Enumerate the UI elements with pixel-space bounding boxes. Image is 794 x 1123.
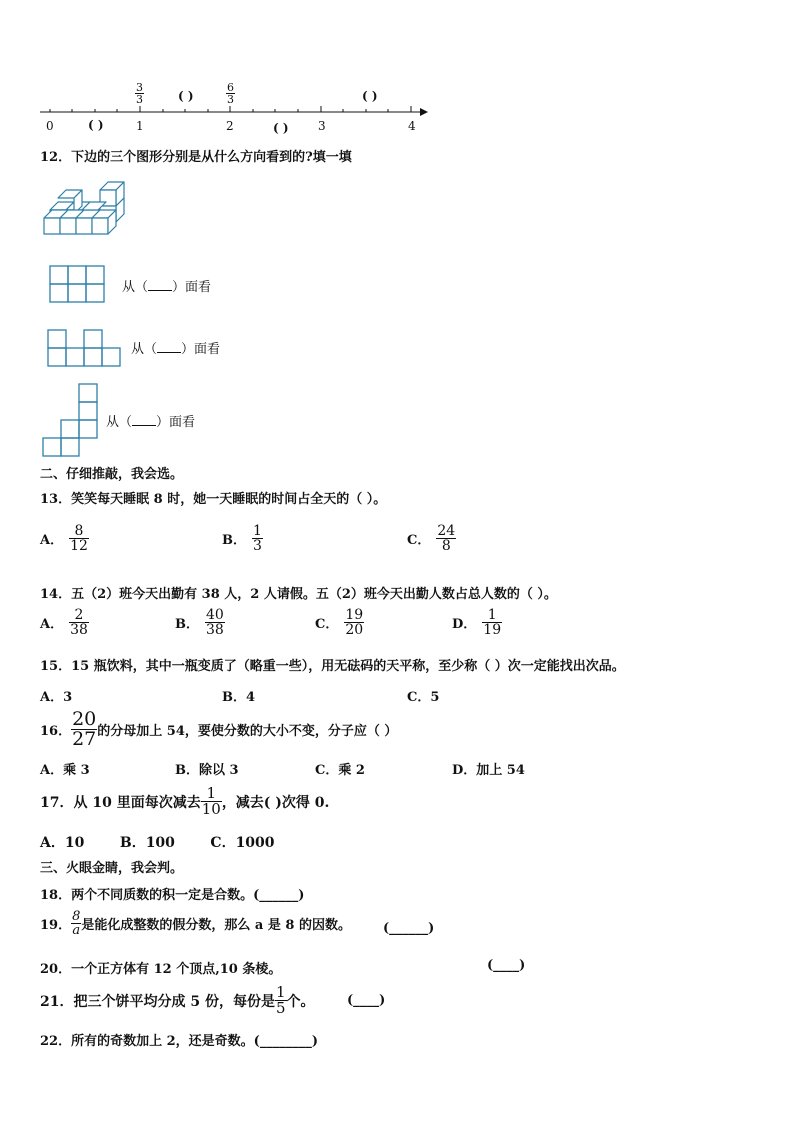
option-13-b[interactable]: B． $\frac{1}{3}$ [222,523,262,554]
option-13-a[interactable]: A． $\frac{8}{12}$ [40,523,88,554]
option-15-c[interactable]: C．5 [407,690,440,705]
number-line-blank[interactable]: ( ) [273,121,289,135]
view-grid-2 [46,328,126,368]
tick-label-3: 3 [318,119,326,133]
question-13: 13．笑笑每天睡眠 8 时，她一天睡眠的时间占全天的（ ）。 [40,492,387,507]
view-grid-1 [49,265,109,305]
option-16-c[interactable]: C．乘 2 [315,763,365,778]
view-grid-3 [41,382,101,458]
question-19: 19． $\frac{8}{a}$ 是能化成整数的假分数，那么 a 是 8 的因数。 [40,909,351,938]
option-17-b[interactable]: B．100 [119,835,175,851]
tick-label-4: 4 [408,119,416,133]
question-15: 15．15 瓶饮料，其中一瓶变质了（略重一些），用无砝码的天平称，至少称（ ）次一定能找出次品。 [40,659,625,674]
option-14-b[interactable]: B． $\frac{40}{38}$ [175,607,224,638]
option-15-b[interactable]: B．4 [222,690,256,705]
option-14-a[interactable]: A． $\frac{2}{38}$ [40,607,88,638]
section-3-heading: 三、火眼金睛，我会判。 [40,861,184,876]
question-17: 17．从 10 里面每次减去 $\frac{1}{10}$ ，减去( )次得 0. [40,784,330,818]
question-18: 18．两个不同质数的积一定是合数。(______) [40,888,305,903]
tick-label-0: 0 [46,119,54,133]
question-21-blank[interactable]: (____) [347,993,386,1008]
view-answer-1: 从（ ）面看 [122,280,212,295]
number-line-blank[interactable]: ( ) [88,118,104,132]
fraction-3-3: $\frac{3}{3}$ [136,81,143,106]
answer-blank[interactable] [157,341,181,353]
number-line [0,0,794,140]
question-22: 22．所有的奇数加上 2，还是奇数。(________) [40,1034,318,1049]
question-20-blank[interactable]: (____) [487,958,526,973]
option-14-c[interactable]: C． $\frac{19}{20}$ [315,607,364,638]
fraction-6-3: $\frac{6}{3}$ [227,81,234,106]
section-2-heading: 二、仔细推敲，我会选。 [40,467,184,482]
question-12: 12．下边的三个图形分别是从什么方向看到的?填一填 [40,150,352,165]
answer-blank[interactable] [132,414,156,426]
cube-stack-figure [42,180,142,242]
option-15-a[interactable]: A．3 [40,690,73,705]
options-17 [40,832,275,852]
option-14-d[interactable]: D． $\frac{1}{19}$ [452,607,502,638]
question-16: 16． $\frac{20}{27}$ 的分母加上 54，要使分数的大小不变，分子应（ ） [40,708,398,750]
option-13-c[interactable]: C． $\frac{24}{8}$ [407,523,456,554]
answer-blank[interactable] [148,279,172,291]
number-line-blank[interactable]: ( ) [178,89,194,103]
option-16-d[interactable]: D．加上 54 [452,763,525,778]
tick-label-2: 2 [226,119,234,133]
question-19-blank[interactable]: (______) [383,921,435,936]
question-14: 14．五（2）班今天出勤有 38 人，2 人请假。五（2）班今天出勤人数占总人数的（ ）。 [40,587,557,602]
option-17-c[interactable]: C．1000 [210,835,275,851]
option-16-a[interactable]: A．乘 3 [40,763,90,778]
question-21: 21．把三个饼平均分成 5 份，每份是 $\frac{1}{5}$ 个。 [40,983,315,1017]
view-answer-3: 从（ ）面看 [106,415,196,430]
view-answer-2: 从（ ）面看 [131,342,221,357]
tick-label-1: 1 [136,119,144,133]
question-20: 20．一个正方体有 12 个顶点,10 条棱。 [40,962,282,977]
option-17-a[interactable]: A．10 [40,835,85,851]
number-line-blank[interactable]: ( ) [362,89,378,103]
option-16-b[interactable]: B．除以 3 [175,763,239,778]
